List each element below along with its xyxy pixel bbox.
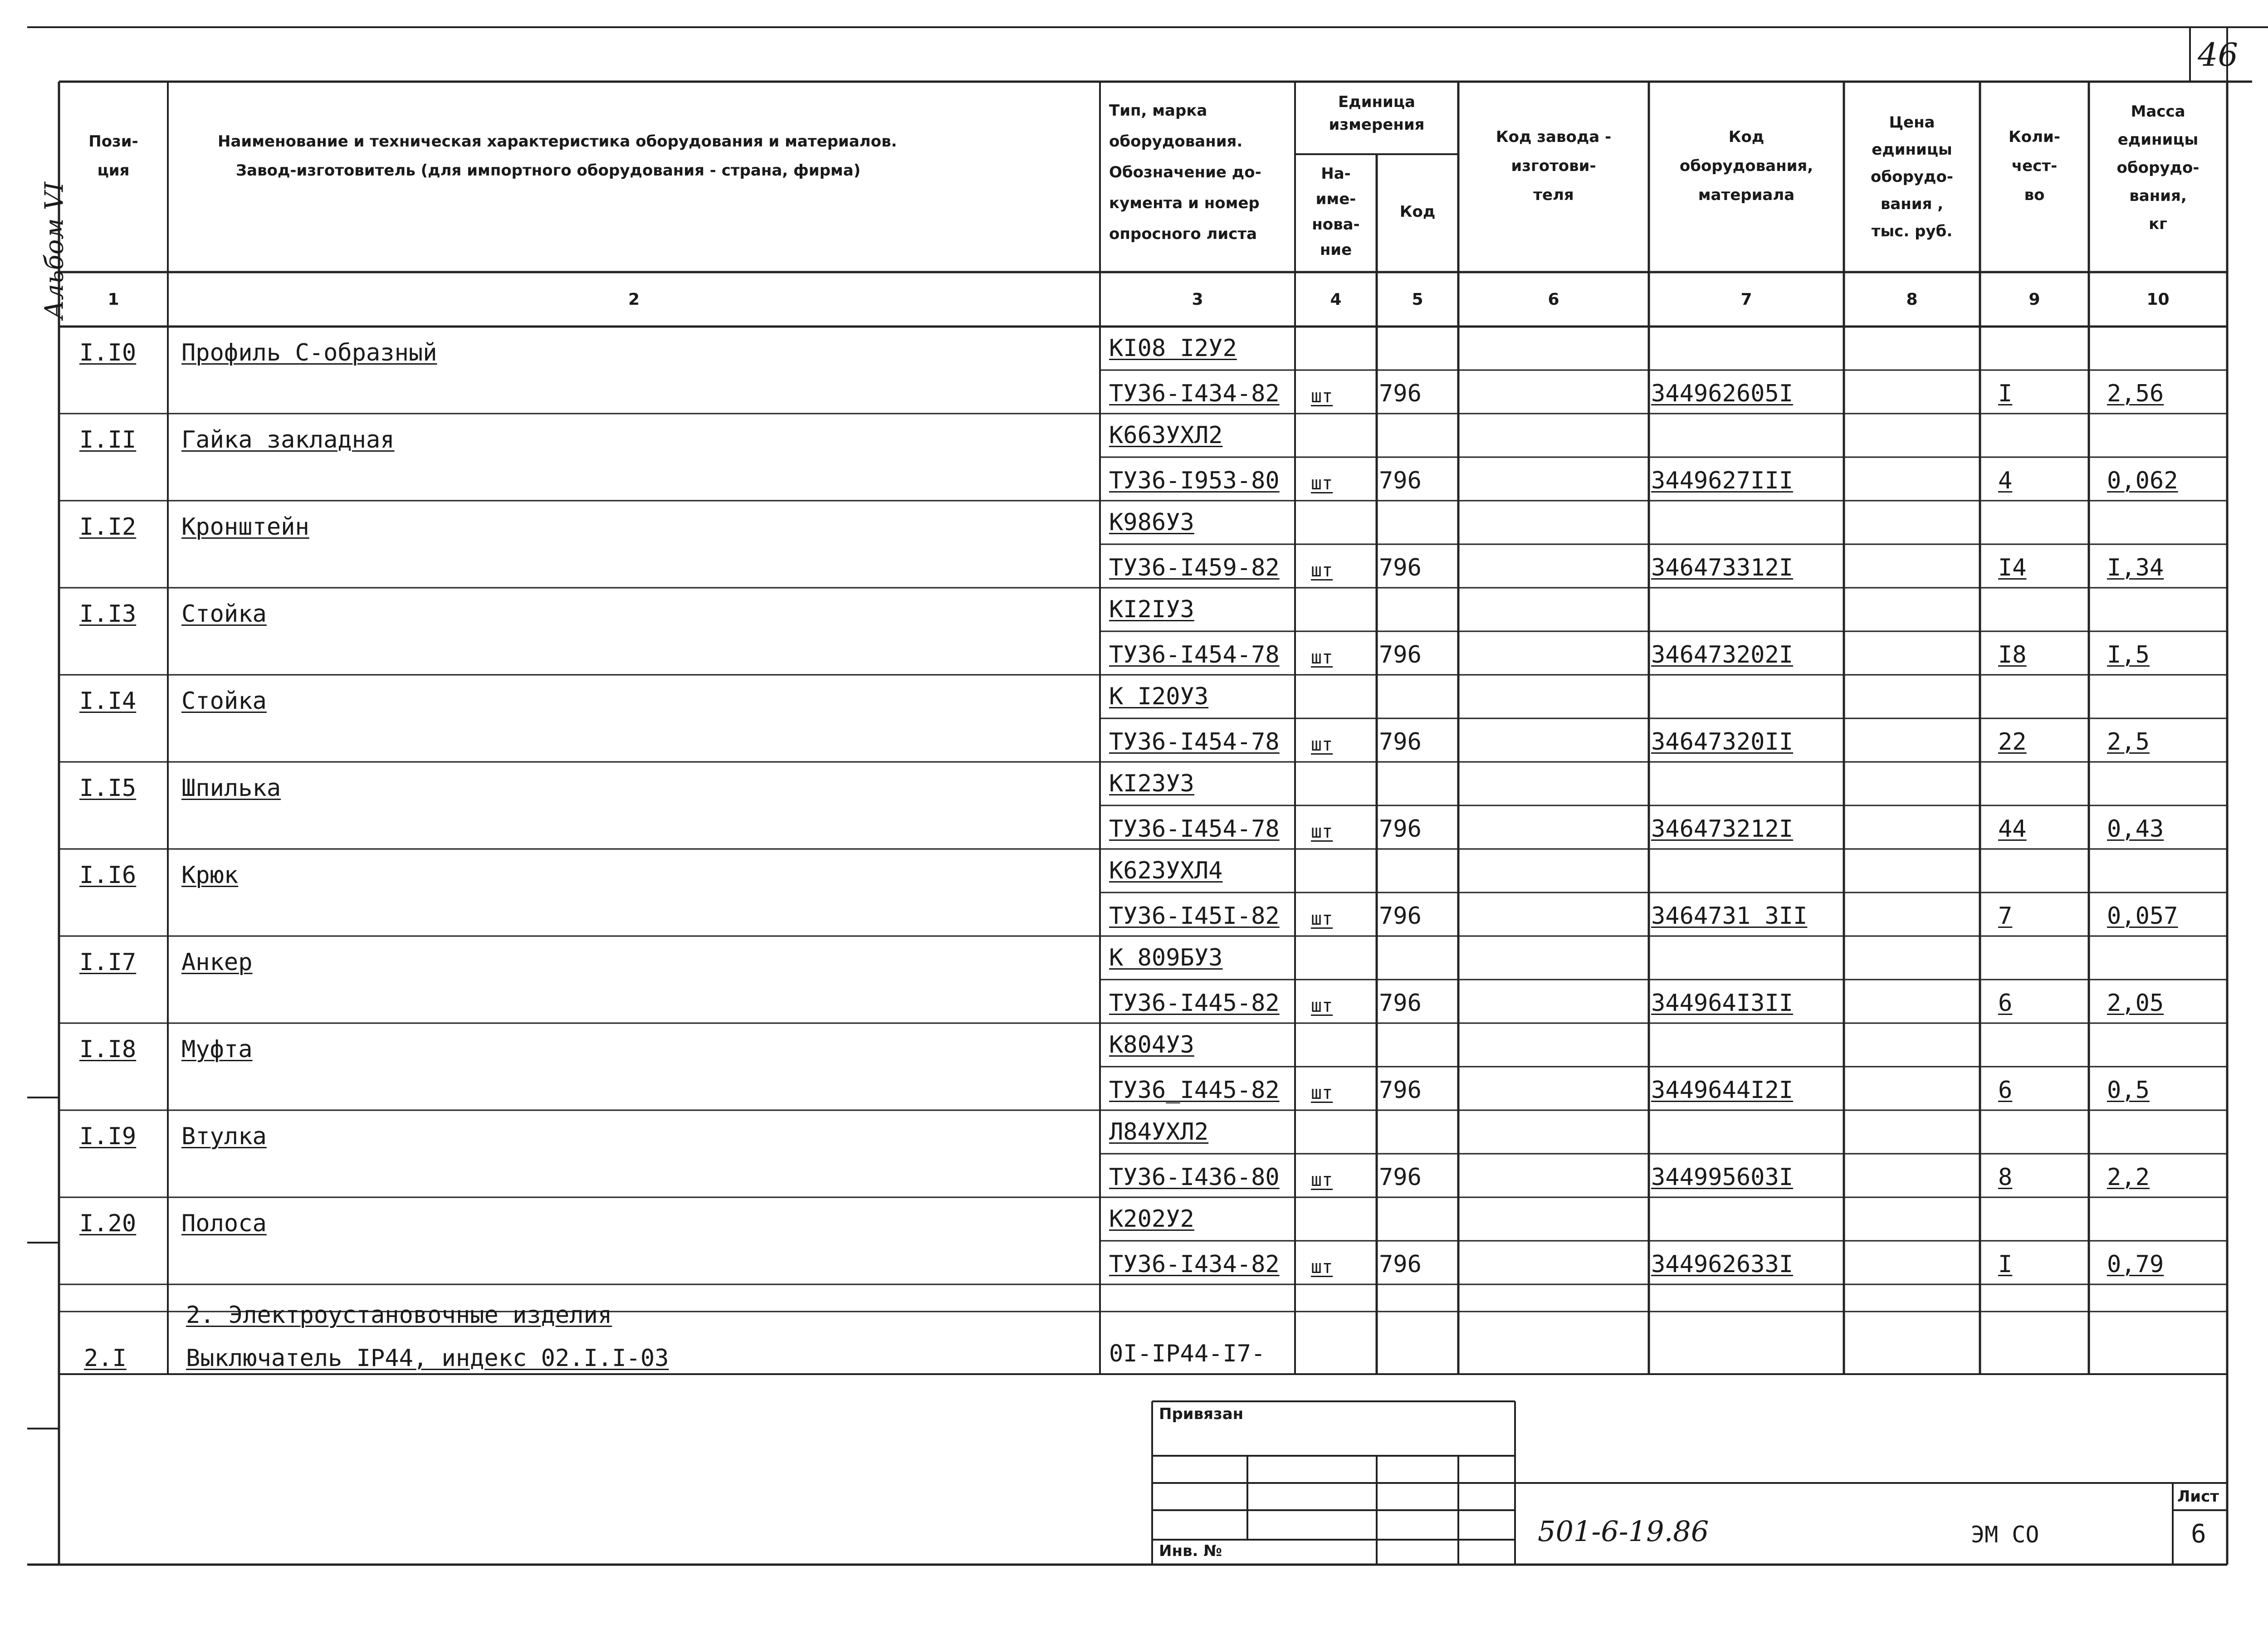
header-col8-line: единицы xyxy=(1872,141,1952,159)
header-col9-line: Коли- xyxy=(2009,128,2060,146)
row-doc: ТУ36-I454-78 xyxy=(1109,815,1280,843)
header-col7-line: Код xyxy=(1728,128,1765,146)
row-type: KI2IУ3 xyxy=(1109,596,1194,623)
row-mass: 2,05 xyxy=(2107,990,2164,1017)
row-mass: 0,057 xyxy=(2107,902,2178,930)
header-col7 xyxy=(1649,122,1844,210)
row-mass: I,5 xyxy=(2107,641,2150,668)
row-name: Стойка xyxy=(181,688,267,715)
row-material-code: 34647320II xyxy=(1651,728,1794,756)
header-unit-group xyxy=(1295,91,1458,136)
row-mass: 2,2 xyxy=(2107,1164,2150,1191)
row-name: Шпилька xyxy=(181,775,281,802)
header-col3 xyxy=(1109,95,1290,249)
header-col5: Код xyxy=(1399,203,1436,221)
colnum-9: 9 xyxy=(2028,290,2040,309)
row-type: К202У2 xyxy=(1109,1205,1194,1233)
row-doc: ТУ36-I454-78 xyxy=(1109,641,1280,668)
header-col2 xyxy=(218,127,1080,185)
row-name: Гайка закладная xyxy=(181,426,395,454)
row-position: I.I6 xyxy=(79,862,137,889)
header-col6-line: теля xyxy=(1533,186,1574,204)
row-mass: 2,5 xyxy=(2107,728,2150,756)
colnum-4: 4 xyxy=(1330,290,1342,309)
row-doc: ТУ36-I445-82 xyxy=(1109,990,1280,1017)
header-col2-line: Завод-изготовитель (для импортного оборудования - страна, фирма) xyxy=(236,161,861,180)
row-quantity: 44 xyxy=(1998,815,2027,843)
row-quantity: 7 xyxy=(1998,902,2013,930)
row-position: I.I3 xyxy=(79,600,137,628)
row-name: Анкер xyxy=(181,949,253,976)
row-position: I.I0 xyxy=(79,339,137,366)
row-unit: шт xyxy=(1311,1257,1333,1278)
row-unit: шт xyxy=(1311,734,1333,755)
header-col10-line: кг xyxy=(2149,215,2167,233)
row-material-code: 346473202I xyxy=(1651,641,1794,668)
row-material-code: 346473312I xyxy=(1651,554,1794,581)
header-col4-line: ние xyxy=(1320,241,1352,259)
header-col8-line: оборудо- xyxy=(1871,168,1953,186)
row-mass: 2,56 xyxy=(2107,380,2164,407)
header-col1-line: ция xyxy=(97,161,130,180)
row-doc: ТУ36-I45I-82 xyxy=(1109,902,1280,930)
row-position: I.II xyxy=(79,426,137,454)
row-unit: шт xyxy=(1311,647,1333,668)
row-quantity: I xyxy=(1998,1251,2013,1278)
row-type: KI23У3 xyxy=(1109,770,1194,797)
colnum-1: 1 xyxy=(108,290,119,309)
colnum-3: 3 xyxy=(1192,290,1203,309)
header-col4 xyxy=(1295,161,1377,263)
colnum-7: 7 xyxy=(1740,290,1752,309)
colnum-5: 5 xyxy=(1412,290,1423,309)
header-col7-line: оборудования, xyxy=(1679,157,1813,175)
row-mass: I,34 xyxy=(2107,554,2164,581)
header-col3-line: кумента и номер xyxy=(1109,194,1260,212)
row-unit-code: 796 xyxy=(1379,902,1422,930)
row-unit: шт xyxy=(1311,1170,1333,1190)
row-unit: шт xyxy=(1311,908,1333,929)
header-col9 xyxy=(1980,122,2089,210)
colnum-8: 8 xyxy=(1906,290,1918,309)
row-quantity: I xyxy=(1998,380,2013,407)
row-material-code: 344995603I xyxy=(1651,1164,1794,1191)
row-mass: 0,062 xyxy=(2107,467,2178,494)
row-type: К I20У3 xyxy=(1109,683,1209,710)
row-quantity: I4 xyxy=(1998,554,2027,581)
row-unit-code: 796 xyxy=(1379,467,1422,494)
header-col10-line: единицы xyxy=(2117,131,2199,149)
row-quantity: I8 xyxy=(1998,641,2027,668)
stamp-doc-code: 501-6-19.86 xyxy=(1538,1515,1709,1548)
row-quantity: 4 xyxy=(1998,467,2013,494)
row-doc: ТУ36-I436-80 xyxy=(1109,1164,1280,1191)
row-position: I.I8 xyxy=(79,1036,137,1063)
row-quantity: 22 xyxy=(1998,728,2027,756)
row-type: Л84УХЛ2 xyxy=(1109,1118,1209,1146)
row-doc: ТУ36-I434-82 xyxy=(1109,1251,1280,1278)
row-unit: шт xyxy=(1311,1083,1333,1103)
header-col10-line: вания, xyxy=(2129,187,2187,205)
header-unit-line: измерения xyxy=(1329,116,1425,134)
header-col8-line: вания , xyxy=(1880,195,1944,213)
row-mass: 0,5 xyxy=(2107,1077,2150,1104)
row-unit-code: 796 xyxy=(1379,554,1422,581)
row-name: Полоса xyxy=(181,1210,267,1237)
row-position: I.I4 xyxy=(79,688,137,715)
row-unit-code: 796 xyxy=(1379,641,1422,668)
row-unit-code: 796 xyxy=(1379,990,1422,1017)
row-mass: 0,79 xyxy=(2107,1251,2164,1278)
header-col8-line: тыс. руб. xyxy=(1871,222,1953,240)
header-col8-line: Цена xyxy=(1889,113,1935,132)
row-unit-code: 796 xyxy=(1379,1164,1422,1191)
header-unit-line: Единица xyxy=(1338,93,1415,111)
section2-pos: 2.I xyxy=(84,1345,127,1372)
section2-title: 2. Электроустановочные изделия xyxy=(186,1302,612,1329)
row-quantity: 8 xyxy=(1998,1164,2013,1191)
colnum-2: 2 xyxy=(628,290,640,309)
stamp-sheet-label: Лист xyxy=(2177,1488,2219,1506)
row-doc: ТУ36-I454-78 xyxy=(1109,728,1280,756)
row-name: Профиль С-образный xyxy=(181,339,437,366)
row-doc: ТУ36_I445-82 xyxy=(1109,1077,1280,1104)
row-position: I.I7 xyxy=(79,949,137,976)
row-type: К 809БУ3 xyxy=(1109,944,1223,971)
row-quantity: 6 xyxy=(1998,990,2013,1017)
row-unit-code: 796 xyxy=(1379,815,1422,843)
row-position: I.I5 xyxy=(79,775,137,802)
header-col6-line: изготови- xyxy=(1511,157,1596,175)
row-material-code: 344962633I xyxy=(1651,1251,1794,1278)
header-col4-line: На- xyxy=(1321,165,1351,183)
header-col6-line: Код завода - xyxy=(1496,128,1612,146)
stamp-privyazan: Привязан xyxy=(1159,1405,1244,1423)
row-unit: шт xyxy=(1311,821,1333,842)
row-unit: шт xyxy=(1311,995,1333,1016)
stamp-inv-no: Инв. № xyxy=(1159,1542,1222,1560)
header-col3-line: опросного листа xyxy=(1109,225,1257,243)
header-col10 xyxy=(2089,98,2227,238)
header-col10-line: Масса xyxy=(2131,102,2185,121)
row-material-code: 3464731 3II xyxy=(1651,902,1808,930)
row-quantity: 6 xyxy=(1998,1077,2013,1104)
row-type: К986У3 xyxy=(1109,509,1194,536)
header-col3-line: оборудования. xyxy=(1109,132,1243,151)
row-unit-code: 796 xyxy=(1379,728,1422,756)
row-unit-code: 796 xyxy=(1379,1251,1422,1278)
row-doc: ТУ36-I459-82 xyxy=(1109,554,1280,581)
header-col9-line: чест- xyxy=(2011,157,2058,175)
header-col8 xyxy=(1844,109,1980,245)
row-type: К663УХЛ2 xyxy=(1109,422,1223,449)
row-unit-code: 796 xyxy=(1379,380,1422,407)
row-material-code: 3449644I2I xyxy=(1651,1077,1794,1104)
corner-page-number: 46 xyxy=(2198,36,2239,73)
row-type: К804У3 xyxy=(1109,1031,1194,1058)
header-col3-line: Обозначение до- xyxy=(1109,163,1261,181)
row-material-code: 344964I3II xyxy=(1651,990,1794,1017)
header-col9-line: во xyxy=(2024,186,2045,204)
header-col1-line: Пози- xyxy=(88,132,138,151)
section2-type: 0I-IP44-I7- xyxy=(1109,1340,1266,1367)
row-position: I.I2 xyxy=(79,513,137,541)
row-unit: шт xyxy=(1311,560,1333,581)
header-col4-line: нова- xyxy=(1312,215,1360,234)
stamp-mark: ЭМ СО xyxy=(1971,1522,2039,1548)
row-type: К623УХЛ4 xyxy=(1109,857,1223,884)
header-col7-line: материала xyxy=(1698,186,1795,204)
row-name: Крюк xyxy=(181,862,239,889)
colnum-6: 6 xyxy=(1548,290,1559,309)
row-material-code: 344962605I xyxy=(1651,380,1794,407)
header-col2-line: Наименование и техническая характеристика оборудования и материалов. xyxy=(218,132,897,151)
row-name: Муфта xyxy=(181,1036,253,1063)
section2-name: Выключатель IP44, индекс 02.I.I-03 xyxy=(186,1345,669,1372)
row-name: Втулка xyxy=(181,1123,267,1150)
header-col1 xyxy=(59,127,168,185)
row-material-code: 3449627III xyxy=(1651,467,1794,494)
stamp-sheet-number: 6 xyxy=(2191,1519,2206,1549)
row-position: I.I9 xyxy=(79,1123,137,1150)
header-col3-line: Тип, марка xyxy=(1109,102,1207,120)
row-doc: ТУ36-I434-82 xyxy=(1109,380,1280,407)
row-position: I.20 xyxy=(79,1210,137,1237)
header-col10-line: оборудо- xyxy=(2116,159,2200,177)
row-unit: шт xyxy=(1311,473,1333,494)
row-unit-code: 796 xyxy=(1379,1077,1422,1104)
header-col4-line: име- xyxy=(1315,190,1356,208)
row-material-code: 346473212I xyxy=(1651,815,1794,843)
row-name: Кронштейн xyxy=(181,513,309,541)
row-doc: ТУ36-I953-80 xyxy=(1109,467,1280,494)
album-label: Альбом VI xyxy=(39,181,69,320)
row-unit: шт xyxy=(1311,386,1333,407)
header-col6 xyxy=(1458,122,1649,210)
row-name: Стойка xyxy=(181,600,267,628)
row-type: KI08 I2У2 xyxy=(1109,335,1237,362)
colnum-10: 10 xyxy=(2146,290,2170,309)
row-mass: 0,43 xyxy=(2107,815,2164,843)
